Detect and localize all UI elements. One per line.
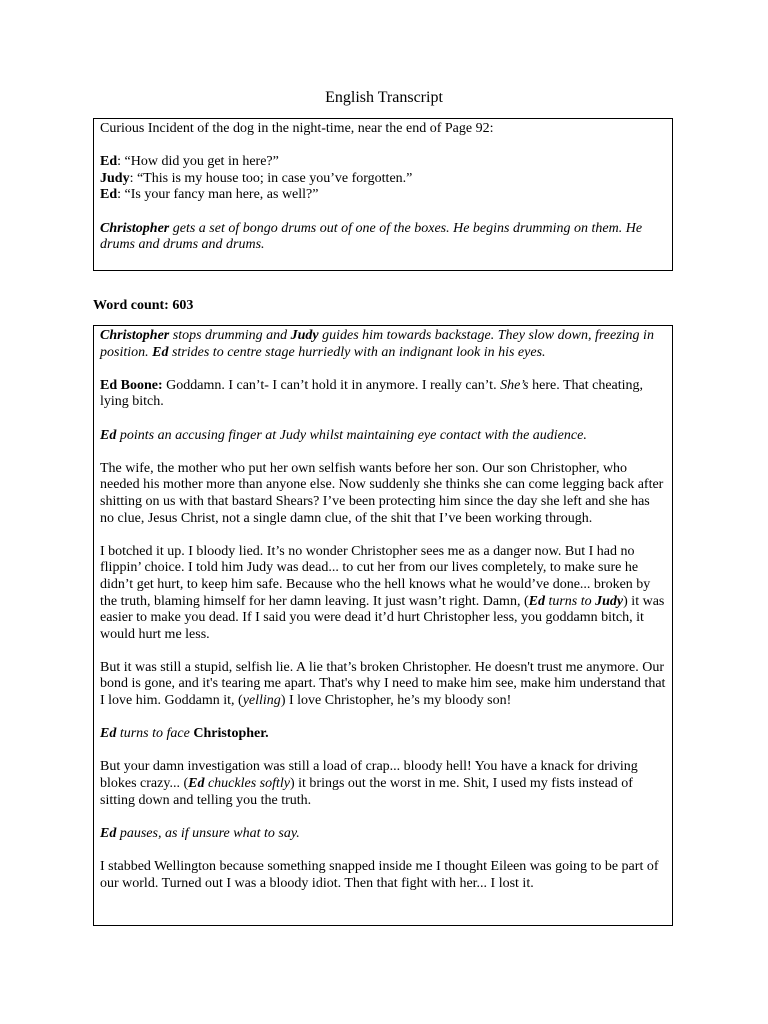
speaker: Ed xyxy=(100,187,118,203)
speech-text: I botched it up. I bloody lied. It’s no wonder Christopher sees me as a danger now. But I had no flippin’ choice. I told him Judy was dead... to cut her from our lives completely, to make sure he didn’t get hurt, to keep him safe. Because who the hell knows what he would’ve done... broken by the truth, blaming himself for her damn leaving. It just wasn’t right. Damn, ( xyxy=(100,543,651,609)
character-name: Judy xyxy=(595,593,624,609)
character-name: Ed xyxy=(100,825,117,841)
speech-paragraph: The wife, the mother who put her own selfish wants before her son. Our son Christopher, who needed his mother more than anyone else. Now suddenly she thinks she can come legging back after shitting on us with that bastard Shears? I’ve been protecting him since the day she left and she has no clue, Jesus Christ, not a single damn clue, of the shit that I’ve been working through. xyxy=(100,460,664,526)
character-name: Ed xyxy=(152,344,169,360)
dialogue-line xyxy=(100,187,666,204)
speech-text: ) it was easier to make you dead. If I said you were dead it’d hurt Christopher less, you goddamn bitch, it would hurt me less. xyxy=(100,593,665,642)
speaker: Ed Boone: xyxy=(100,377,163,393)
line-text: : “How did you get in here?” xyxy=(117,154,279,170)
character-name: Judy xyxy=(290,328,319,343)
speech-paragraph: I stabbed Wellington because something snapped inside me I thought Eileen was going to be part of our world. Turned out I was a bloody idiot. Then that fight with her... I lost it. xyxy=(100,859,659,891)
direction-text: turns to face xyxy=(116,726,194,742)
emphasis: yelling xyxy=(242,693,281,709)
speech-text: here. That cheating, lying bitch. xyxy=(100,377,644,410)
speech-text: Goddamn. I can’t- I can’t hold it in anymore. I really can’t. xyxy=(162,377,501,393)
speaker: Judy xyxy=(100,170,130,186)
direction-text: chuckles softly xyxy=(204,776,290,792)
speech-text: ) it brings out the worst in me. Shit, I used my fists instead of sitting down and telling you the truth. xyxy=(100,776,633,808)
character-name: Christopher xyxy=(100,220,170,236)
direction-text: pauses, as if unsure what to say. xyxy=(116,825,300,841)
stage-direction xyxy=(100,328,666,361)
line-text: : “Is your fancy man here, as well?” xyxy=(117,187,319,203)
excerpt-box xyxy=(93,118,673,271)
intro-text: Curious Incident of the dog in the night-time, near the end of Page 92: xyxy=(100,121,494,136)
page-title: English Transcript xyxy=(325,89,443,106)
direction-text: guides him towards backstage. They slow down, freezing in position. xyxy=(100,328,654,360)
stage-direction xyxy=(100,826,666,843)
speech-text: But your damn investigation was still a load of crap... bloody hell! You have a knack for driving blokes crazy... ( xyxy=(100,759,638,792)
character-name: Christopher xyxy=(100,328,170,343)
direction-text: gets a set of bongo drums out of one of the boxes. He begins drumming on them. He drums and drums and drums. xyxy=(100,220,643,253)
direction-text: stops drumming and xyxy=(169,328,291,343)
emphasis: She’s xyxy=(500,377,529,393)
speech-text: But it was still a stupid, selfish lie. A lie that’s broken Christopher. He doesn't trust me anymore. Our bond is gone, and it's tearing me apart. That's why I need to make him see, make him understand that I love him. Goddamn it, ( xyxy=(100,659,666,709)
character-name: Ed xyxy=(528,593,545,609)
direction-text: turns to xyxy=(544,593,596,609)
dialogue-line xyxy=(100,171,666,188)
stage-direction xyxy=(100,726,666,743)
speech-paragraph xyxy=(100,544,666,644)
character-name: Christopher. xyxy=(193,726,269,742)
script-box xyxy=(93,325,673,926)
character-name: Ed xyxy=(100,427,117,443)
speech xyxy=(100,378,666,411)
direction-text: strides to centre stage hurriedly with an indignant look in his eyes. xyxy=(168,344,546,360)
stage-direction xyxy=(100,221,666,254)
character-name: Ed xyxy=(100,726,117,742)
speech-paragraph xyxy=(100,660,666,710)
stage-direction xyxy=(100,428,666,445)
speaker: Ed xyxy=(100,154,118,170)
word-count: Word count: 603 xyxy=(93,298,194,313)
speech-text: ) I love Christopher, he’s my bloody son! xyxy=(280,693,512,709)
character-name: Ed xyxy=(188,776,205,792)
excerpt-intro xyxy=(100,121,666,138)
line-text: : “This is my house too; in case you’ve forgotten.” xyxy=(129,170,413,186)
speech-paragraph xyxy=(100,759,666,809)
direction-text: points an accusing finger at Judy whilst maintaining eye contact with the audience. xyxy=(116,427,587,443)
dialogue-line xyxy=(100,154,666,171)
